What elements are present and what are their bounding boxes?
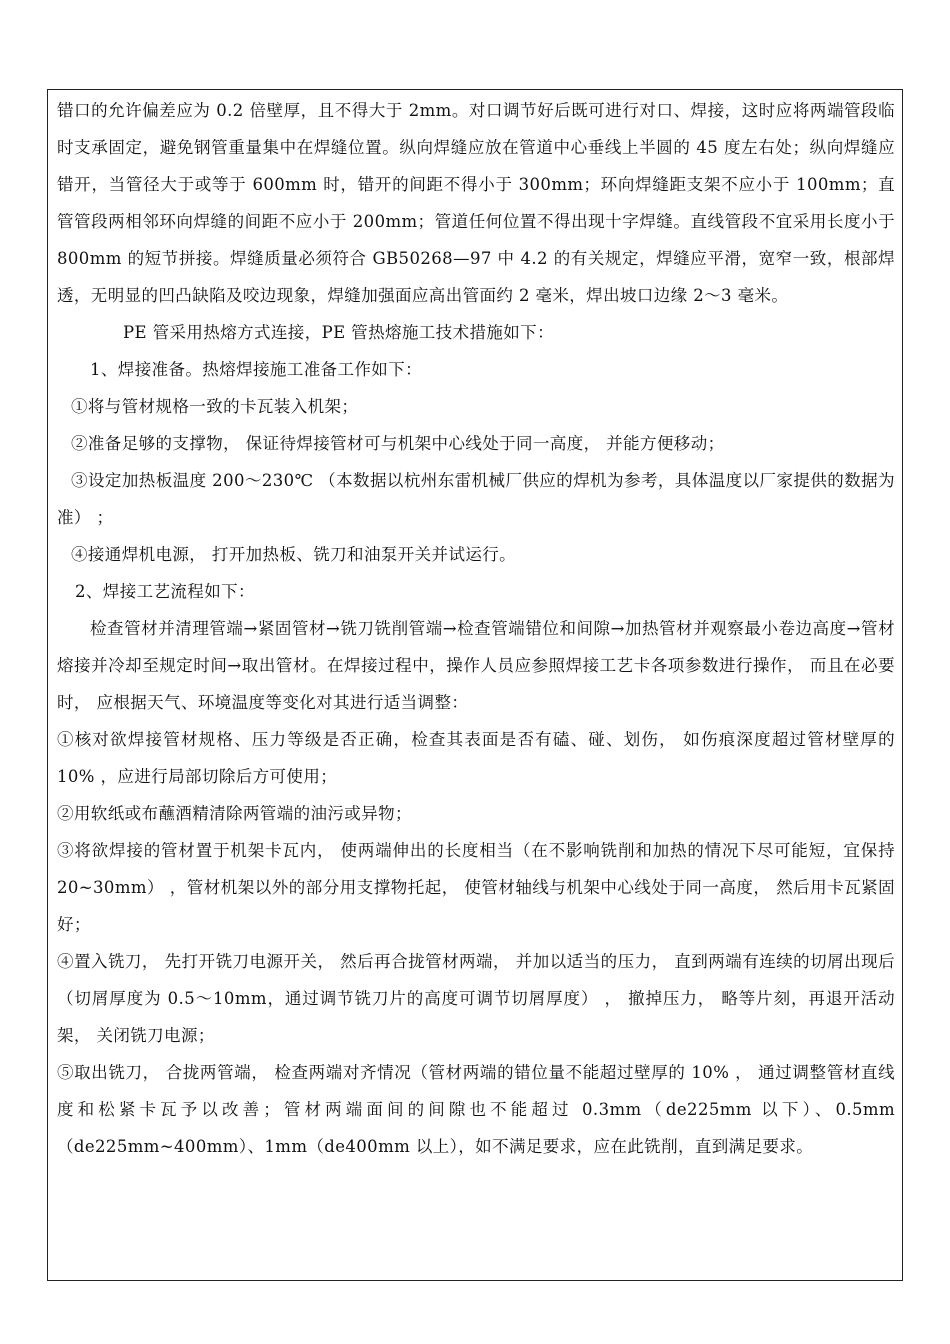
list-item: ③将欲焊接的管材置于机架卡瓦内， 使两端伸出的长度相当（在不影响铣削和加热的情况下尽可能短，宜保持 20~30mm） ，管材机架以外的部分用支撑物托起， 使管材轴线与机架中心线处于同一高度， 然后用卡瓦紧固好； <box>57 841 895 934</box>
list-item: ①核对欲焊接管材规格、压力等级是否正确，检查其表面是否有磕、碰、划伤， 如伤痕深度超过管材壁厚的 10% ，应进行局部切除后方可使用； <box>57 730 895 786</box>
list-item: ④置入铣刀， 先打开铣刀电源开关， 然后再合拢管材两端， 并加以适当的压力， 直到两端有连续的切屑出现后（切屑厚度为 0.5～10mm，通过调节铣刀片的高度可调节切屑厚度） ， 撤掉压力， 略等片刻，再退开活动架， 关闭铣刀电源； <box>57 952 895 1045</box>
prep-items-list <box>57 388 895 573</box>
list-item: ②准备足够的支撑物， 保证待焊接管材可与机架中心线处于同一高度， 并能方便移动； <box>71 434 725 453</box>
section-1-heading: 1、焊接准备。热熔焊接施工准备工作如下： <box>90 360 422 379</box>
paragraph-process-flow: 检查管材并清理管端→紧固管材→铣刀铣削管端→检查管端错位和间隙→加热管材并观察最小卷边高度→管材熔接并冷却至规定时间→取出管材。在焊接过程中，操作人员应参照焊接工艺卡各项参数进行操作， 而且在必要时， 应根据天气、环境温度等变化对其进行适当调整： <box>57 619 895 712</box>
paragraph-welding-requirements: 错口的允许偏差应为 0.2 倍壁厚，且不得大于 2mm。对口调节好后既可进行对口、焊接，这时应将两端管段临时支承固定，避免钢管重量集中在焊缝位置。纵向焊缝应放在管道中心垂线上半圆的 45 度左右处；纵向焊缝应错开，当管径大于或等于 600mm 时，错开的间距不得小于 300mm；环向焊缝距支架不应小于 100mm；直管管段两相邻环向焊缝的间距不应小于 200mm；管道任何位置不得出现十字焊缝。直线管段不宜采用长度小于 800mm 的短节拼接。焊缝质量必须符合 GB50268—97 中 4.2 的有关规定，焊缝应平滑，宽窄一致，根部焊透，无明显的凹凸缺陷及咬边现象，焊缝加强面应高出管面约 2 毫米，焊出坡口边缘 2～3 毫米。 <box>57 101 895 305</box>
list-item: ④接通焊机电源， 打开加热板、铣刀和油泵开关并试运行。 <box>71 545 517 564</box>
process-items-list <box>57 721 895 1165</box>
list-item: ②用软纸或布蘸酒精清除两管端的油污或异物； <box>57 804 412 823</box>
list-item: ③设定加热板温度 200～230℃ （本数据以杭州东雷机械厂供应的焊机为参考，具体温度以厂家提供的数据为准） ； <box>57 471 895 527</box>
document-body <box>57 92 895 1165</box>
list-item: ⑤取出铣刀， 合拢两管端， 检查两端对齐情况（管材两端的错位量不能超过壁厚的 10% ， 通过调整管材直线度和松紧卡瓦予以改善；管材两端面间的间隙也不能超过 0.3mm（de225mm 以下）、0.5mm（de225mm~400mm）、1mm（de400mm 以上），如不满足要求，应在此铣削，直到满足要求。 <box>57 1063 895 1156</box>
paragraph-pe-intro: PE 管采用热熔方式连接，PE 管热熔施工技术措施如下： <box>123 323 554 342</box>
section-2-heading: 2、焊接工艺流程如下： <box>75 582 255 601</box>
list-item: ①将与管材规格一致的卡瓦装入机架； <box>71 397 359 416</box>
